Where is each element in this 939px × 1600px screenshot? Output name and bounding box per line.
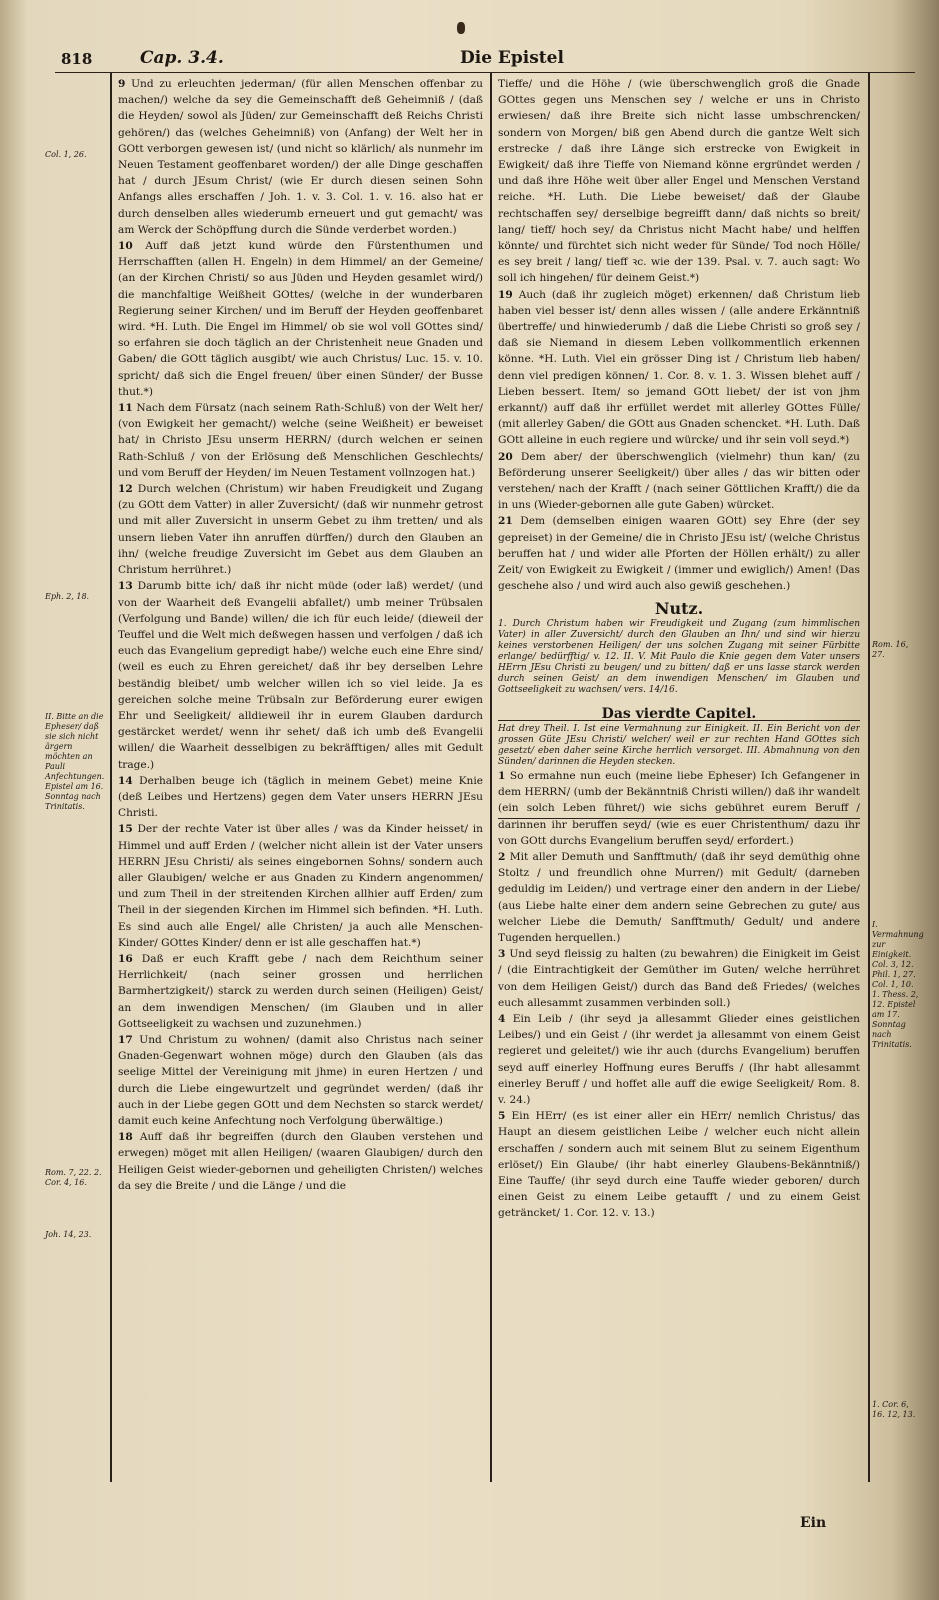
verse-number: 13 xyxy=(118,580,133,593)
verse-number: 2 xyxy=(498,850,506,863)
margin-note: II. Bitte an die Epheser/ daß sie sich nicht ärgern möchten an Pauli Anfechtungen. Epistel am 16. Sonntag nach Trinitatis. xyxy=(45,712,105,811)
verse-number: 20 xyxy=(498,450,513,463)
margin-note: Col. 1, 26. xyxy=(45,150,87,159)
verse-number: 17 xyxy=(118,1033,133,1046)
verse xyxy=(118,1032,483,1129)
verse xyxy=(498,513,860,594)
page-number: 818 xyxy=(61,50,93,68)
verse xyxy=(118,821,483,951)
verse-number: 5 xyxy=(498,1110,506,1123)
margin-note: I. Vermahnung zur Einigkeit. Col. 3, 12. Phil. 1, 27. Col. 1, 10. 1. Thess. 2, 12. Epistel am 17. Sonntag nach Trinitatis. xyxy=(872,920,924,1049)
left-column xyxy=(118,76,483,1486)
margin-note: 1. Cor. 6, 16. 12, 13. xyxy=(872,1400,916,1419)
verse xyxy=(498,76,860,287)
margin-note: Rom. 7, 22. 2. Cor. 4, 16. xyxy=(45,1168,102,1187)
verse-number: 19 xyxy=(498,288,513,301)
verse xyxy=(118,1129,483,1194)
verse xyxy=(498,449,860,514)
verse-number: 10 xyxy=(118,240,133,253)
verse xyxy=(118,238,483,400)
verse-text: Der der rechte Vater ist über alles / was da Kinder heisset/ in Himmel und auff Erden / (welcher nicht allein ist der Vater unsers HERRN JEsu Christi/ als seines eingebornen Sohns/ sondern auch aller Glaubigen/ welche er aus Gnaden zu Kindern angenommen/ und zum Theil in der streitenden Kirchen allhier auff Erden/ zum Theil in der siegenden Kirchen im Himmel sich befinden. *H. Luth. Es sind auch alle Engel/ alle Christen/ ja auch alle Menschen-Kinder/ GOttes Kinder/ denn er ist alle geschaffen hat.*) xyxy=(118,823,483,949)
verse-text: Mit aller Demuth und Sanfftmuth/ (daß ihr seyd demüthig ohne Stoltz / und freundlich ohne Murren/) mit Gedult/ (darneben geduldig im Leiden/) und vertrage einer den andern in der Liebe/ (aus Liebe halte einer dem andern seine Gebrechen zu gute/ aus welcher Liebe die Demuth/ Sanfftmuth/ Gedult/ und andere Tugenden herquellen.) xyxy=(498,850,860,944)
verse-text: Auch (daß ihr zugleich möget) erkennen/ daß Christum lieb haben viel besser ist/ denn alles wissen / (alle andere Erkänntniß übertreffe/ und hinwiederumb / daß die Liebe Christi so groß sey / daß sie Niemand in diesem Leben vollkommentlich erkennen könne. *H. Luth. Viel ein grösser Ding ist / Christum lieb haben/ denn viel predigen können/ 1. Cor. 8. v. 1. 3. Wissen blehet auff / Lieben bessert. Item/ so jemand GOtt liebet/ der ist von jhm erkannt/) auff daß ihr erfüllet werdet mit allerley GOttes Fülle/ (mit allerley Gaben/ die GOtt aus Gnaden schencket. *H. Luth. Daß GOtt alleine in euch regiere und würcke/ und ihr sein voll seyd.*) xyxy=(498,288,860,447)
verse xyxy=(118,951,483,1032)
rule-right-margin xyxy=(868,72,870,1482)
verse-text: Darumb bitte ich/ daß ihr nicht müde (oder laß) werdet/ (und von der Waarheit deß Evangelii abfallet/) umb meiner Trübsalen (Verfolgung und Bande) willen/ die ich für euch leide/ (dieweil der Teuffel und die Welt mich deßwegen hassen und verfolgen / daß ich euch das Evangelium gepredigt habe/) welche euch eine Ehre sind/ (weil es euch zu Ehren gereichet/ daß ihr bey derselben Lehre beständig bleibet/ umb welcher willen ich so viel leide. Ja es gereichen solche meine Trübsaln zur Beförderung eurer ewigen Ehr und Seeligkeit/ alldieweil ihr in eurem Glauben dardurch gestärcket werdet/ wenn ihr sehet/ daß ich umb deß Evangelii willen/ die Waarheit desselbigen zu bekräfftigen/ alles mit Gedult trage.) xyxy=(118,580,483,771)
chapter-heading: Das vierdte Capitel. xyxy=(601,705,757,722)
verse xyxy=(498,768,860,849)
verse-number: 11 xyxy=(118,402,133,415)
verse-number: 12 xyxy=(118,483,133,496)
verse xyxy=(118,76,483,238)
verse-text: Auff daß jetzt kund würde den Fürstenthumen und Herrschafften (allen H. Engeln) in dem Himmel/ an der Gemeine/ (an der Kirchen Christi/ so aus Jüden und Heyden gesamlet wird/) die manchfaltige Weißheit GOttes/ (welche in der wunderbaren Regierung seiner Kirchen/ und im Beruff der Heyden geoffenbaret wird. *H. Luth. Die Engel im Himmel/ ob sie wol voll GOttes sind/ so erfahren sie doch täglich an der Christenheit neue Gnaden und Gaben/ die GOtt täglich ausgibt/ wie auch Christus/ Luc. 15. v. 10. spricht/ daß sich die Engel freuen/ über einen Sünder/ der Busse thut.*) xyxy=(118,240,483,398)
verse-number: 3 xyxy=(498,948,506,961)
rule-center xyxy=(490,72,492,1482)
verse-text: Und zu erleuchten jederman/ (für allen Menschen offenbar zu machen/) welche da sey die Gemeinschafft deß Geheimniß / (daß die Heyden/ sowol als Jüden/ zur Gemeinschafft deß Reichs Christi gehören/) das (welches Geheimniß) von (Anfang) der Welt her in GOtt verborgen gewesen ist/ (und nicht so klärlich/ als nunmehr im Neuen Testament geoffenbaret worden/) der alle Dinge geschaffen hat / durch JEsum Christ/ (wie Er durch diesen seinen Sohn Anfangs alles erschaffen / Joh. 1. v. 3. Col. 1. v. 16. also hat er durch denselben alles wiederumb erneuert und gut gemacht/ was am Werck der Schöpffung durch die Sünde verderbet worden.) xyxy=(118,78,483,236)
verse-text: Durch welchen (Christum) wir haben Freudigkeit und Zugang (zu GOtt dem Vatter) in aller Zuversicht/ (daß wir nunmehr getrost und mit aller Zuversicht in unserm Gebet zu ihm tretten/ und als unsern lieben Vater ihn anruffen dürffen/) durch den Glauben an ihn/ (welche freudige Zuversicht im Gebet aus dem Glauben an Christum herrühret.) xyxy=(118,483,483,577)
running-header xyxy=(55,50,915,73)
rule-left-margin xyxy=(110,72,112,1482)
running-title: Die Epistel xyxy=(460,48,564,68)
verse-text: Derhalben beuge ich (täglich in meinem Gebet) meine Knie (deß Leibes und Hertzens) gegen dem Vater unsers HERRN JEsu Christi. xyxy=(118,774,483,820)
chapter-summary: Hat drey Theil. I. Ist eine Vermahnung zur Einigkeit. II. Ein Bericht von der grossen Güte JEsu Christi/ welcher/ weil er zur rechten Hand GOttes sich gesetzt/ eben daher seine Kirche herrlich versorget. III. Abmahnung von den Sünden/ darinnen die Heyden stecken. xyxy=(498,723,860,767)
verse xyxy=(118,578,483,772)
margin-note: Eph. 2, 18. xyxy=(45,592,90,601)
verse-text: Ein HErr/ (es ist einer aller ein HErr/ nemlich Christus/ das Haupt an diesem geistlichen Leibe / welcher euch nicht allein erschaffen / sondern auch mit seinem Blut zu seinem Eigenthum erlöset/) Ein Glaube/ (ihr habt einerley Glaubens-Bekänntniß/) Eine Tauffe/ (ihr seyd durch eine Tauffe wieder geboren/ durch einen Geist zu einem Leibe getaufft / und zu einem Geist geträncket/ 1. Cor. 12. v. 13.) xyxy=(498,1110,860,1220)
verse xyxy=(498,849,860,946)
catchword: Ein xyxy=(800,1515,827,1531)
margin-note: Joh. 14, 23. xyxy=(45,1230,92,1239)
verse-number: 1 xyxy=(498,769,506,782)
verse-number: 16 xyxy=(118,952,133,965)
right-column xyxy=(498,76,860,1516)
verse-number: 14 xyxy=(118,774,133,787)
verse-text: Nach dem Fürsatz (nach seinem Rath-Schluß) von der Welt her/ (von Ewigkeit her gemacht/) welche (seine Weißheit) er beweiset hat/ in Christo JEsu unserm HERRN/ (durch welchen er seinen Rath-Schluß / von der Erlösung deß Menschlichen Geschlechts/ und vom Beruff der Heyden/ im Neuen Testament vollnzogen hat.) xyxy=(118,402,483,479)
margin-note: Rom. 16, 27. xyxy=(872,640,909,659)
verse xyxy=(498,1011,860,1108)
verse-text: So ermahne nun euch (meine liebe Epheser) Ich Gefangener in dem HERRN/ (umb der Bekänntniß Christi willen/) daß ihr wandelt (ein solch Leben führet/) wie sichs gebühret eurem Beruff / darinnen ihr beruffen seyd/ (wie es euer Christenthum/ dazu ihr von GOtt durchs Evangelium beruffen seyd/ erfordert.) xyxy=(498,769,860,847)
verse xyxy=(498,946,860,1011)
verse-text: Auff daß ihr begreiffen (durch den Glauben verstehen und erwegen) möget mit allen Heiligen/ (waaren Glaubigen/ durch den Heiligen Geist wieder-gebornen und geheiligten Christen/) welches da sey die Breite / und die Länge / und die xyxy=(118,1131,483,1192)
verse-text: Daß er euch Krafft gebe / nach dem Reichthum seiner Herrlichkeit/ (nach seiner grossen und herrlichen Barmhertzigkeit/) starck zu werden durch seinen (Heiligen) Geist/ an dem inwendigen Menschen/ (im Glauben und in aller Gottseeligkeit zu wachsen und zuzunehmen.) xyxy=(118,952,483,1030)
verse-text: Ein Leib / (ihr seyd ja allesammt Glieder eines geistlichen Leibes/) und ein Geist / (ihr werdet ja allesammt von einem Geist regieret und geleitet/) wie ihr auch (durchs Evangelium) beruffen seyd auff einerley Hoffnung eures Beruffs / (Ihr habt allesammt einerley Beruff / und hoffet alle auff die ewige Seeligkeit/ Rom. 8. v. 24.) xyxy=(498,1012,860,1106)
verse xyxy=(118,481,483,578)
verse-text: Und seyd fleissig zu halten (zu bewahren) die Einigkeit im Geist / (die Eintrachtigkeit der Gemüther im Guten/ welche herrühret von dem Heiligen Geist/) durch das Band deß Friedes/ (welches euch allesammt zusammen verbinden soll.) xyxy=(498,948,860,1009)
page-mark xyxy=(457,22,465,34)
verse xyxy=(118,773,483,822)
verse-text: Und Christum zu wohnen/ (damit also Christus nach seiner Gnaden-Gegenwart wohnen möge) durch den Glauben (als das seelige Mittel der Vereinigung mit jhme) in euren Hertzen / und durch die Liebe eingewurtzelt und gegründet werden/ (daß ihr auch in der Liebe gegen GOtt und dem Nechsten so starck werdet/ damit euch keine Anfechtung noch Verfolgung überwältige.) xyxy=(118,1033,483,1127)
verse-number: 4 xyxy=(498,1012,506,1025)
verse-number: 15 xyxy=(118,823,133,836)
verse-number: 18 xyxy=(118,1131,133,1144)
verse xyxy=(498,1108,860,1221)
chapter-reference: Cap. 3.4. xyxy=(140,48,224,68)
verse-number: 9 xyxy=(118,78,126,90)
verse xyxy=(118,400,483,481)
nutz-heading: Nutz. xyxy=(654,598,704,618)
verse xyxy=(498,287,860,449)
verse-text: Dem aber/ der überschwenglich (vielmehr) thun kan/ (zu Beförderung unserer Seeligkeit/) über alles / das wir bitten oder verstehen/ nach der Krafft / (nach seiner Göttlichen Krafft/) die da in uns (Wieder-gebornen alle gute Gaben) würcket. xyxy=(498,450,860,512)
nutz-text: 1. Durch Christum haben wir Freudigkeit und Zugang (zum himmlischen Vater) in aller Zuversicht/ durch den Glauben an Ihn/ und sind wir hierzu keines verstorbenen Heiligen/ der uns solchen Zugang mit seiner Fürbitte erlange/ bedürfftig/ v. 12. II. V. Mit Paulo die Knie gegen dem Vater unsers HErrn JEsu Christi zu beugen/ und zu bitten/ daß er uns lasse starck werden durch seinen Geist/ an dem inwendigen Menschen/ im Glauben und Gottseeligkeit zu wachsen/ vers. 14/16. xyxy=(498,618,860,695)
verse-text: Dem (demselben einigen waaren GOtt) sey Ehre (der sey gepreiset) in der Gemeine/ die in Christo JEsu ist/ (welche Christus beruffen hat / und wider alle Pforten der Höllen erhält/) zu aller Zeit/ von Ewigkeit zu Ewigkeit / (immer und ewiglich/) Amen! (Das geschehe also / und wird auch also gewiß geschehen.) xyxy=(498,515,860,593)
verse-text: Tieffe/ und die Höhe / (wie überschwenglich groß die Gnade GOttes gegen uns Menschen sey / welche er uns in Christo erwiesen/ daß ihre Breite sich nicht lasse umbschrencken/ sondern von Morgen/ biß gen Abend durch die gantze Welt sich erstrecke / daß ihre Länge sich erstrecke von Ewigkeit in Ewigkeit/ daß ihre Tieffe von Niemand könne ergründet werden / und daß ihre Höhe weit über aller Engel und Menschen Verstand reiche. *H. Luth. Die Liebe beweiset/ daß der Glaube rechtschaffen sey/ derselbige begreifft dann/ daß nichts so breit/ lang/ tieff/ hoch sey/ da Christus nicht Macht habe/ und helffen könnte/ und fürchtet sich nicht weder für Sünde/ Tod noch Hölle/ es sey breit / lang/ tieff ꝛc. wie der 139. Psal. v. 7. auch sagt: Wo soll ich hingehen/ für deinem Geist.*) xyxy=(498,78,860,285)
verse-number: 21 xyxy=(498,515,513,528)
